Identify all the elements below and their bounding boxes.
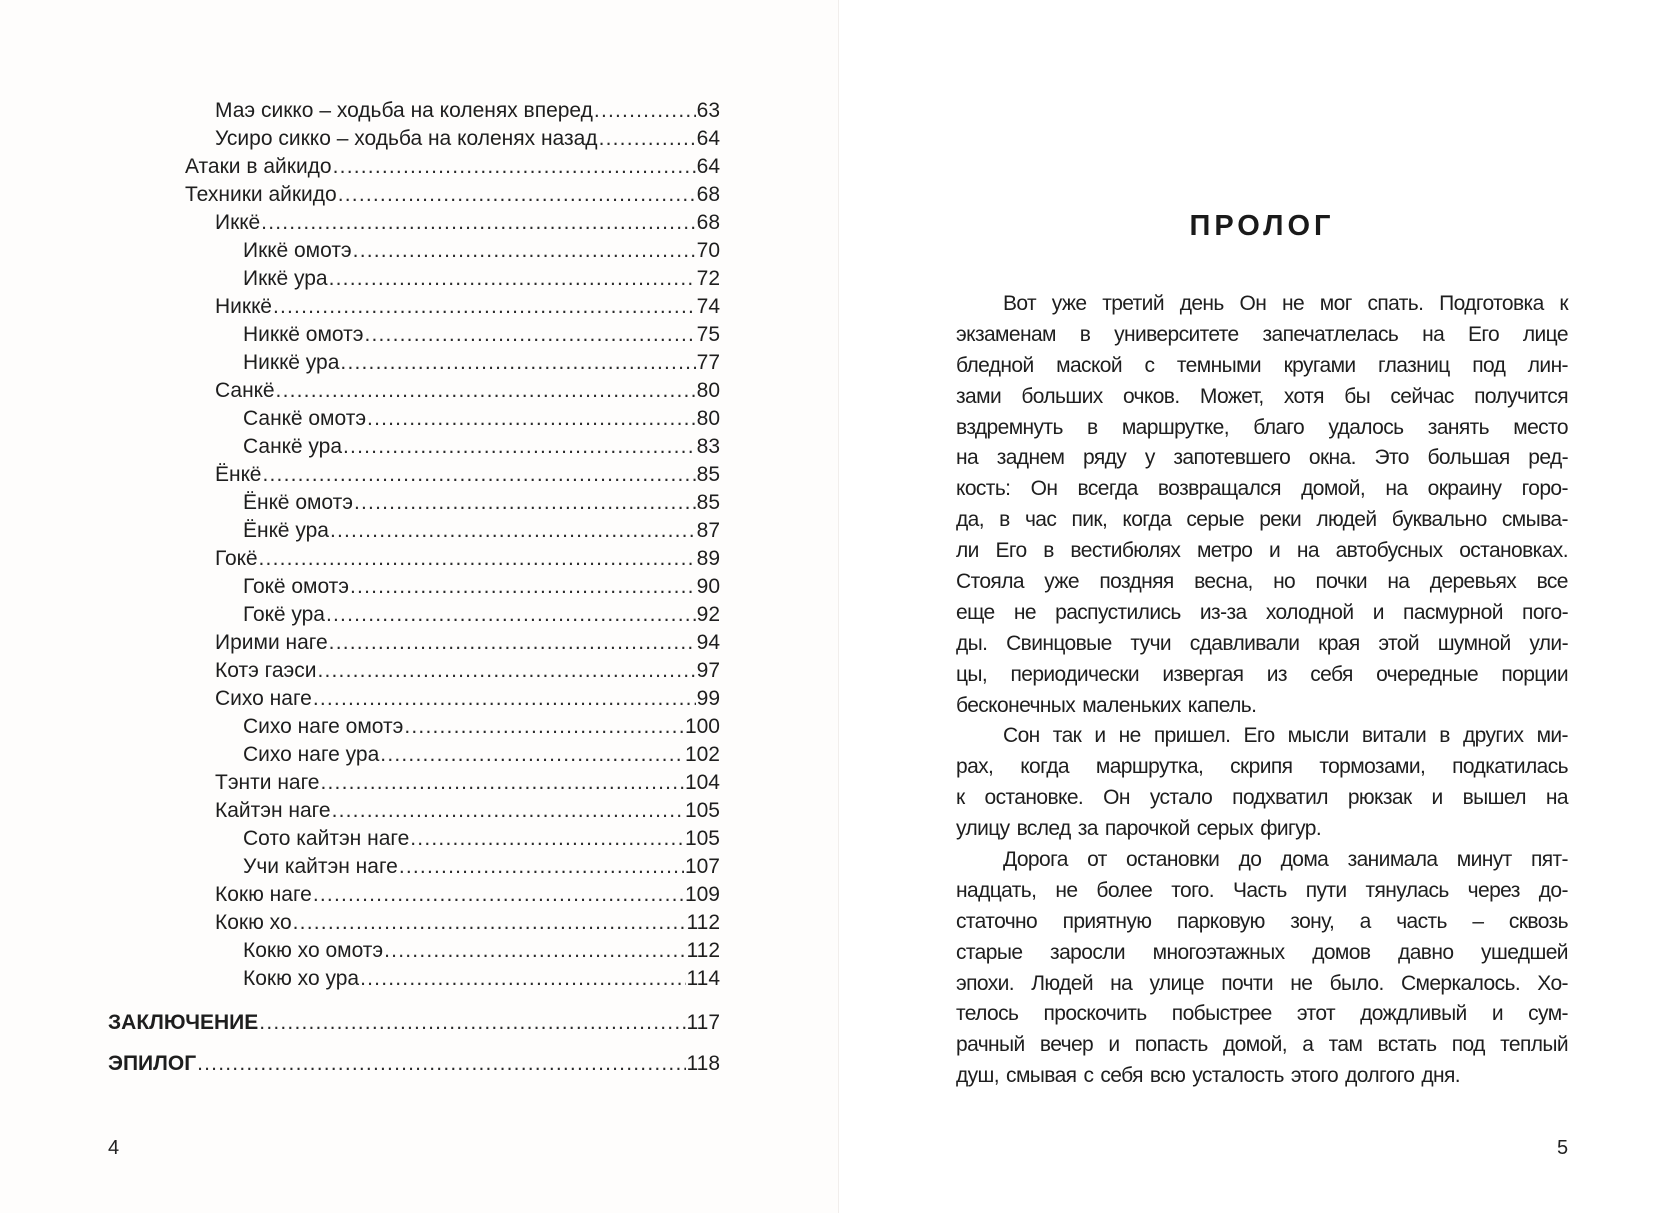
toc-entry-title: Ирими наге bbox=[215, 631, 328, 654]
dot-leader bbox=[273, 293, 696, 321]
text-line: эпохи. Людей на улице почти не было. Смеркалось. Хо- bbox=[956, 971, 1568, 995]
toc-entry-page: 68 bbox=[696, 183, 720, 206]
toc-entry-title: Кокю хо bbox=[215, 911, 292, 934]
toc-entry-page: 112 bbox=[686, 911, 720, 934]
toc-entry-title: Сихо наге омотэ bbox=[243, 715, 404, 738]
toc-entry-title: Гокё омотэ bbox=[243, 575, 350, 598]
text-line: Дорога от остановки до дома занимала минут пят- bbox=[1003, 848, 1568, 872]
text-line: кость: Он всегда возвращался домой, на окраину горо- bbox=[956, 477, 1568, 501]
dot-leader bbox=[333, 153, 696, 181]
dot-leader bbox=[340, 349, 695, 377]
text-line: к остановке. Он устало подхватил рюкзак и вышел на bbox=[956, 786, 1568, 810]
toc-entry-title: Маэ сикко – ходьба на коленях вперед bbox=[215, 99, 593, 122]
toc-entry[interactable] bbox=[215, 293, 720, 321]
dot-leader bbox=[594, 97, 696, 125]
toc-entry-page: 80 bbox=[696, 407, 720, 430]
text-line: рачный вечер и попасть домой, а там встать под теплый bbox=[956, 1033, 1568, 1057]
toc-entry[interactable] bbox=[243, 825, 720, 853]
toc-entry-page: 74 bbox=[696, 295, 720, 318]
toc-entry-title: Иккё омотэ bbox=[243, 239, 352, 262]
chapter-title: ПРОЛОГ bbox=[1189, 210, 1335, 243]
dot-leader bbox=[367, 405, 696, 433]
toc-entry[interactable] bbox=[215, 909, 720, 937]
dot-leader bbox=[343, 433, 696, 461]
dot-leader bbox=[354, 489, 696, 517]
toc-entry[interactable] bbox=[215, 209, 720, 237]
toc-entry-page: 99 bbox=[696, 687, 720, 710]
toc-entry[interactable] bbox=[185, 181, 720, 209]
toc-entry-title: Санкё ура bbox=[243, 435, 343, 458]
text-line: рах, когда маршрутка, скрипя тормозами, подкатилась bbox=[956, 755, 1568, 779]
toc-entry-title: Гокё bbox=[215, 547, 258, 570]
dot-leader bbox=[404, 713, 684, 741]
text-line: ды. Свинцовые тучи сдавливали края этой шумной ули- bbox=[956, 631, 1568, 655]
toc-entry[interactable] bbox=[243, 321, 720, 349]
dot-leader bbox=[360, 965, 685, 993]
toc-entry[interactable] bbox=[108, 1009, 720, 1037]
text-line: на заднем ряду у запотевшего окна. Это большая ред- bbox=[956, 446, 1568, 470]
dot-leader bbox=[380, 741, 684, 769]
text-line: зами больших очков. Может, хотя бы сейчас получится bbox=[956, 384, 1568, 408]
toc-entry-title: Санкё bbox=[215, 379, 275, 402]
toc-entry[interactable] bbox=[243, 601, 720, 629]
toc-entry[interactable] bbox=[243, 965, 720, 993]
text-line: душ, смывая с себя всю усталость этого долгого дня. bbox=[956, 1064, 1461, 1088]
toc-entry-title: Иккё ура bbox=[243, 267, 328, 290]
toc-entry[interactable] bbox=[215, 545, 720, 573]
dot-leader bbox=[326, 601, 696, 629]
dot-leader bbox=[293, 909, 686, 937]
toc-entry[interactable] bbox=[215, 769, 720, 797]
toc-entry[interactable] bbox=[243, 237, 720, 265]
toc-entry[interactable] bbox=[243, 405, 720, 433]
toc-entry-page: 77 bbox=[696, 351, 720, 374]
text-line: ли Его в вестибюлях метро и на автобусных остановках. bbox=[956, 539, 1568, 563]
toc-entry-title: Никкё омотэ bbox=[243, 323, 364, 346]
text-line: старые заросли многоэтажных домов давно ушедшей bbox=[956, 940, 1568, 964]
toc-entry-title: Техники айкидо bbox=[185, 183, 337, 206]
toc-entry-page: 117 bbox=[686, 1011, 720, 1034]
toc-entry[interactable] bbox=[215, 377, 720, 405]
text-line: улицу вслед за парочкой серых фигур. bbox=[956, 817, 1322, 841]
page-number-left: 4 bbox=[108, 1137, 120, 1159]
toc-entry-page: 92 bbox=[696, 603, 720, 626]
text-line: да, в час пик, когда серые реки людей буквально смыва- bbox=[956, 508, 1568, 532]
dot-leader bbox=[410, 825, 684, 853]
toc-entry[interactable] bbox=[215, 97, 720, 125]
toc-entry-title: Иккё bbox=[215, 211, 261, 234]
dot-leader bbox=[329, 629, 696, 657]
dot-leader bbox=[384, 937, 685, 965]
dot-leader bbox=[338, 181, 696, 209]
toc-entry-page: 107 bbox=[684, 855, 720, 878]
toc-entry-title: Котэ гаэси bbox=[215, 659, 317, 682]
toc-entry-title: Ёнкё омотэ bbox=[243, 491, 353, 514]
toc-entry-page: 102 bbox=[684, 743, 720, 766]
toc-entry-title: Ёнкё ура bbox=[243, 519, 329, 542]
toc-entry-page: 100 bbox=[684, 715, 720, 738]
toc-entry[interactable] bbox=[215, 657, 720, 685]
toc-entry-title: Тэнти наге bbox=[215, 771, 320, 794]
toc-entry[interactable] bbox=[243, 937, 720, 965]
text-line: вздремнуть в маршрутке, благо удалось занять место bbox=[956, 415, 1568, 439]
dot-leader bbox=[259, 1009, 685, 1037]
text-line: Сон так и не пришел. Его мысли витали в других ми- bbox=[1003, 724, 1568, 748]
dot-leader bbox=[261, 209, 695, 237]
toc-entry-title: Ёнкё bbox=[215, 463, 262, 486]
toc-entry[interactable] bbox=[215, 881, 720, 909]
toc-entry-title: Кокю хо ура bbox=[243, 967, 360, 990]
toc-entry-page: 70 bbox=[696, 239, 720, 262]
dot-leader bbox=[330, 517, 696, 545]
toc-entry-page: 104 bbox=[684, 771, 720, 794]
dot-leader bbox=[317, 657, 695, 685]
dot-leader bbox=[259, 545, 696, 573]
text-line: Стояла уже поздняя весна, но почки на деревьях все bbox=[956, 570, 1568, 594]
toc-entry-page: 64 bbox=[696, 155, 720, 178]
toc-entry-page: 90 bbox=[696, 575, 720, 598]
dot-leader bbox=[197, 1050, 685, 1078]
toc-entry-page: 68 bbox=[696, 211, 720, 234]
toc-entry-title: Атаки в айкидо bbox=[185, 155, 332, 178]
prologue-body bbox=[956, 289, 1568, 1092]
text-line: цы, периодически извергая из себя очередные порции bbox=[956, 662, 1568, 686]
toc-entry[interactable] bbox=[243, 349, 720, 377]
toc-entry[interactable] bbox=[243, 741, 720, 769]
toc-entry[interactable] bbox=[215, 461, 720, 489]
toc-entry[interactable] bbox=[215, 629, 720, 657]
toc-entry-title: Учи кайтэн наге bbox=[243, 855, 398, 878]
dot-leader bbox=[313, 881, 684, 909]
toc-entry-title: Сото кайтэн наге bbox=[243, 827, 410, 850]
text-line: экзаменам в университете запечатлелась на Его лице bbox=[956, 322, 1568, 346]
dot-leader bbox=[262, 461, 695, 489]
dot-leader bbox=[399, 853, 684, 881]
toc-entry-title: ЭПИЛОГ bbox=[108, 1052, 197, 1075]
toc-entry[interactable] bbox=[215, 797, 720, 825]
dot-leader bbox=[313, 685, 696, 713]
toc-entry-page: 64 bbox=[696, 127, 720, 150]
toc-entry[interactable] bbox=[108, 1050, 720, 1078]
text-line: надцать, не более того. Часть пути тянулась через до- bbox=[956, 878, 1568, 902]
toc-entry-title: Гокё ура bbox=[243, 603, 325, 626]
toc-entry[interactable] bbox=[215, 125, 720, 153]
dot-leader bbox=[350, 573, 696, 601]
left-page bbox=[0, 0, 838, 1213]
dot-leader bbox=[332, 797, 684, 825]
page-number-right: 5 bbox=[1557, 1137, 1569, 1159]
toc-entry-page: 83 bbox=[696, 435, 720, 458]
dot-leader bbox=[599, 125, 696, 153]
toc-entry-page: 94 bbox=[696, 631, 720, 654]
text-line: Вот уже третий день Он не мог спать. Подготовка к bbox=[1003, 292, 1568, 315]
dot-leader bbox=[320, 769, 683, 797]
toc-entry[interactable] bbox=[243, 433, 720, 461]
toc-entry[interactable] bbox=[243, 853, 720, 881]
toc-entry-title: Сихо наге ура bbox=[243, 743, 380, 766]
toc-entry-title: Санкё омотэ bbox=[243, 407, 367, 430]
text-line: статочно приятную парковую зону, а часть – сквозь bbox=[956, 909, 1568, 933]
toc-entry-title: Кокю хо омотэ bbox=[243, 939, 384, 962]
toc-entry-page: 118 bbox=[686, 1052, 720, 1075]
dot-leader bbox=[364, 321, 695, 349]
toc-entry-page: 114 bbox=[686, 967, 720, 990]
text-line: еще не распустились из-за холодной и пасмурной пого- bbox=[956, 600, 1568, 624]
toc-entry-title: Усиро сикко – ходьба на коленях назад bbox=[215, 127, 598, 150]
toc-entry-page: 80 bbox=[696, 379, 720, 402]
toc-entry[interactable] bbox=[215, 685, 720, 713]
toc-entry-title: Кайтэн наге bbox=[215, 799, 331, 822]
toc-entry-page: 105 bbox=[684, 799, 720, 822]
toc-entry[interactable] bbox=[243, 489, 720, 517]
dot-leader bbox=[276, 377, 696, 405]
toc-entry[interactable] bbox=[185, 153, 720, 181]
dot-leader bbox=[353, 237, 696, 265]
toc-entry-page: 85 bbox=[696, 491, 720, 514]
toc-entry-title: Никкё ура bbox=[243, 351, 340, 374]
toc-entry[interactable] bbox=[243, 713, 720, 741]
text-line: бледной маской с темными кругами глазниц под лин- bbox=[956, 353, 1568, 377]
toc-entry-title: Никкё bbox=[215, 295, 272, 318]
toc-entry-page: 89 bbox=[696, 547, 720, 570]
toc-entry-page: 72 bbox=[696, 267, 720, 290]
toc-entry[interactable] bbox=[243, 517, 720, 545]
text-line: бесконечных маленьких капель. bbox=[956, 693, 1257, 717]
toc-entry-title: Кокю наге bbox=[215, 883, 312, 906]
toc-entry-page: 112 bbox=[686, 939, 720, 962]
toc-entry-page: 109 bbox=[684, 883, 720, 906]
toc-entry[interactable] bbox=[243, 265, 720, 293]
toc-entry-page: 97 bbox=[696, 659, 720, 682]
toc-entry-page: 87 bbox=[696, 519, 720, 542]
dot-leader bbox=[329, 265, 696, 293]
toc-entry-title: ЗАКЛЮЧЕНИЕ bbox=[108, 1011, 259, 1034]
toc-entry-page: 63 bbox=[696, 99, 720, 122]
text-line: телось проскочить побыстрее этот дождливый и сум- bbox=[956, 1002, 1568, 1026]
toc-entry-page: 85 bbox=[696, 463, 720, 486]
toc-entry-page: 75 bbox=[696, 323, 720, 346]
toc-entry-page: 105 bbox=[684, 827, 720, 850]
toc-entry[interactable] bbox=[243, 573, 720, 601]
toc-entry-title: Сихо наге bbox=[215, 687, 312, 710]
